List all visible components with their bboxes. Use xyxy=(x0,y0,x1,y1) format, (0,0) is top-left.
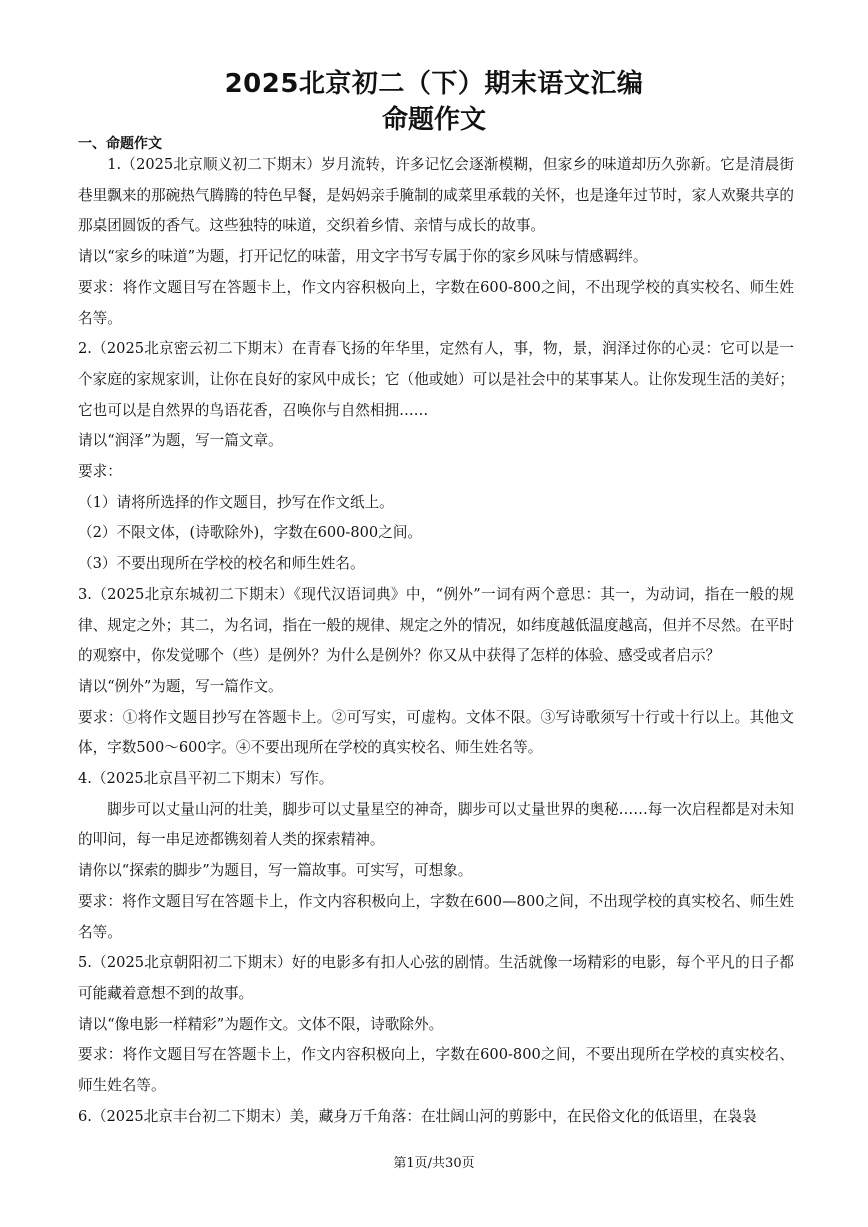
q3-requirements: 要求：①将作文题目抄写在答题卡上。②可写实，可虚构。文体不限。③写诗歌须写十行或十行以上。其他文体，字数500～600字。④不要出现所在学校的真实校名、师生姓名等。 xyxy=(78,708,794,757)
q2-requirement-3: （3）不要出现所在学校的校名和师生姓名。 xyxy=(78,555,365,573)
q2-requirement-1: （1）请将所选择的作文题目，抄写在作文纸上。 xyxy=(78,493,394,511)
q1-requirements: 要求：将作文题目写在答题卡上，作文内容积极向上，字数在600-800之间，不出现学校的真实校名、师生姓名等。 xyxy=(78,278,794,327)
document-body xyxy=(78,150,794,1133)
q5-instruction: 请以“像电影一样精彩”为题作文。文体不限，诗歌除外。 xyxy=(78,1015,444,1033)
q1-instruction: 请以“家乡的味道”为题，打开记忆的味蕾，用文字书写专属于你的家乡风味与情感羁绊。 xyxy=(78,248,648,266)
q2-instruction: 请以“润泽”为题，写一篇文章。 xyxy=(78,432,283,450)
q3-prompt: 3.（2025北京东城初二下期末）《现代汉语词典》中，“例外”一词有两个意思：其一，为动词，指在一般的规律、规定之外；其二，为名词，指在一般的规律、规定之外的情况，如纬度越低温度越高，但并不尽然。在平时的观察中，你发觉哪个（些）是例外？为什么是例外？你又从中获得了怎样的体验、感受或者启示？ xyxy=(78,585,794,665)
page-number: 第1页/共30页 xyxy=(393,1156,475,1171)
q4-requirements: 要求：将作文题目写在答题卡上，作文内容积极向上，字数在600—800之间，不出现学校的真实校名、师生姓名等。 xyxy=(78,892,794,941)
document-subtitle: 命题作文 xyxy=(381,105,486,135)
q6-prompt: 6.（2025北京丰台初二下期末）美，藏身万千角落：在壮阔山河的剪影中，在民俗文化的低语里，在袅袅 xyxy=(78,1107,757,1125)
q2-prompt: 2.（2025北京密云初二下期末）在青春飞扬的年华里，定然有人，事，物，景，润泽过你的心灵：它可以是一个家庭的家规家训，让你在良好的家风中成长；它（他或她）可以是社会中的某事某人。让你发现生活的美好；它也可以是自然界的鸟语花香，召唤你与自然相拥…… xyxy=(78,340,794,419)
q5-prompt: 5.（2025北京朝阳初二下期末）好的电影多有扣人心弦的剧情。生活就像一场精彩的电影，每个平凡的日子都可能藏着意想不到的故事。 xyxy=(78,954,794,1002)
q4-prompt: 4.（2025北京昌平初二下期末）写作。 xyxy=(78,770,334,788)
q2-requirements-label: 要求： xyxy=(78,463,122,481)
q5-requirements: 要求：将作文题目写在答题卡上，作文内容积极向上，字数在600-800之间，不要出现所在学校的真实校名、师生姓名等。 xyxy=(78,1046,794,1095)
q2-requirement-2: （2）不限文体，(诗歌除外)，字数在600-800之间。 xyxy=(78,524,423,542)
q4-instruction: 请你以“探索的脚步”为题目，写一篇故事。可实写，可想象。 xyxy=(78,862,473,880)
q4-material: 脚步可以丈量山河的壮美，脚步可以丈量星空的神奇，脚步可以丈量世界的奥秘……每一次启程都是对未知的叩问，每一串足迹都镌刻着人类的探索精神。 xyxy=(78,800,794,849)
q1-prompt: 1.（2025北京顺义初二下期末）岁月流转，许多记忆会逐渐模糊，但家乡的味道却历久弥新。它是清晨街巷里飘来的那碗热气腾腾的特色早餐，是妈妈亲手腌制的咸菜里承载的关怀，也是逢年过节时，家人欢聚共享的那桌团圆饭的香气。这些独特的味道，交织着乡情、亲情与成长的故事。 xyxy=(78,156,794,235)
section-heading: 一、命题作文 xyxy=(78,136,162,152)
document-title: 2025北京初二（下）期末语文汇编 xyxy=(224,69,644,99)
q3-instruction: 请以“例外”为题，写一篇作文。 xyxy=(78,677,283,695)
